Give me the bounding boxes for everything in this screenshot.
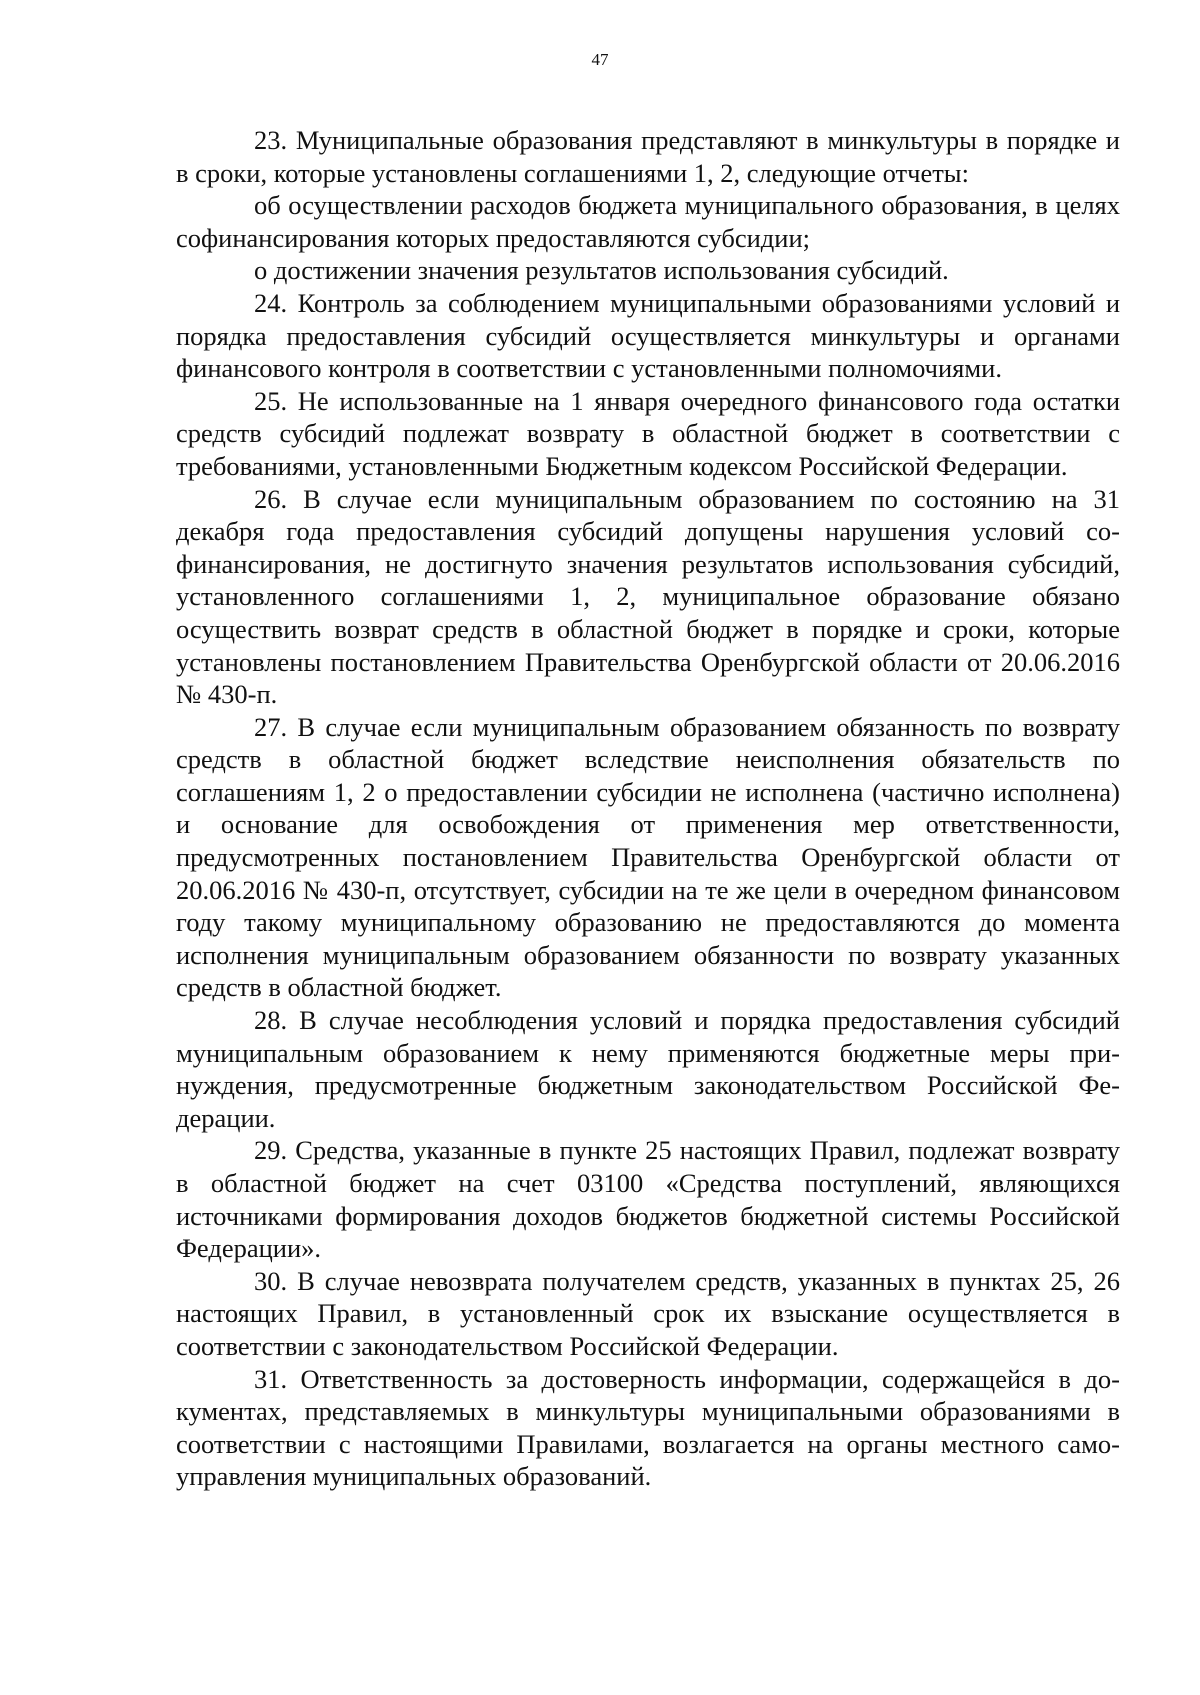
page-number: 47 (591, 50, 609, 69)
paragraph-24: 24. Контроль за соблюдением муниципальными образованиями условий и порядка предоставления субсидий осуществляется минкультуры и органами финансового контроля в соответствии с установленными полномочиями. (176, 287, 1120, 384)
paragraph-23: 23. Муниципальные образования представляют в минкультуры в порядке и в сроки, которые установлены соглашениями 1, 2, следующие отчеты: (176, 125, 1120, 188)
paragraph-30: 30. В случае невозврата получателем средств, указанных в пунктах 25, 26 настоящих Правил, в установленный срок их взыскание осуществляется в соответствии с законодательством Российской Федерации. (176, 1265, 1120, 1361)
paragraph-28: 28. В случае несоблюдения условий и порядка предоставления субсидий муниципальным образованием к нему применяются бюджетные меры принуждения, предусмотренные бюджетным законодательством Российской Федерации. (176, 1005, 1120, 1133)
document-body (176, 124, 1120, 1493)
paragraph-27: 27. В случае если муниципальным образованием обязанность по возврату средств в областной бюджет вследствие неисполнения обязательств по соглашениям 1, 2 о предоставлении субсидии не исполнена (частично исполнена) и основание для освобождения от применения мер ответственности, предусмотренных постановлением Правительства Оренбургской области от 20.06.2016 № 430-п, отсутствует, субсидии на те же цели в очередном финансовом году такому муниципальному образованию не предоставляются до момента исполнения муниципальным образованием обязанности по возврату указанных средств в областной бюджет. (176, 711, 1120, 1003)
paragraph-23-item-results: о достижении значения результатов использования субсидий. (254, 255, 949, 286)
paragraph-31: 31. Ответственность за достоверность информации, содержащейся в документах, представляемых в минкультуры муниципальными образованиями в соответствии с настоящими Правилами, возлагается на органы местного самоуправления муниципальных образований. (176, 1363, 1120, 1492)
paragraph-23-item-expenses: об осуществлении расходов бюджета муниципального образования, в целях софинансирования которых предоставляются субсидии; (176, 190, 1120, 253)
paragraph-25: 25. Не использованные на 1 января очередного финансового года остатки средств субсидий подлежат возврату в областной бюджет в соответствии с требованиями, установленными Бюджетным кодексом Российской Федерации. (176, 385, 1120, 481)
paragraph-26: 26. В случае если муниципальным образованием по состоянию на 31 декабря года предоставления субсидий допущены нарушения условий софинансирования, не достигнуто значения результатов использования субсидий, установленного соглашениями 1, 2, муниципальное образование обязано осуществить возврат средств в областной бюджет в порядке и сроки, которые установлены постановлением Правительства Оренбургской области от 20.06.2016 № 430-п. (176, 483, 1120, 710)
paragraph-29: 29. Средства, указанные в пункте 25 настоящих Правил, подлежат возврату в областной бюджет на счет 03100 «Средства поступлений, являющихся источниками формирования доходов бюджетов бюджетной системы Российской Федерации». (176, 1135, 1120, 1264)
